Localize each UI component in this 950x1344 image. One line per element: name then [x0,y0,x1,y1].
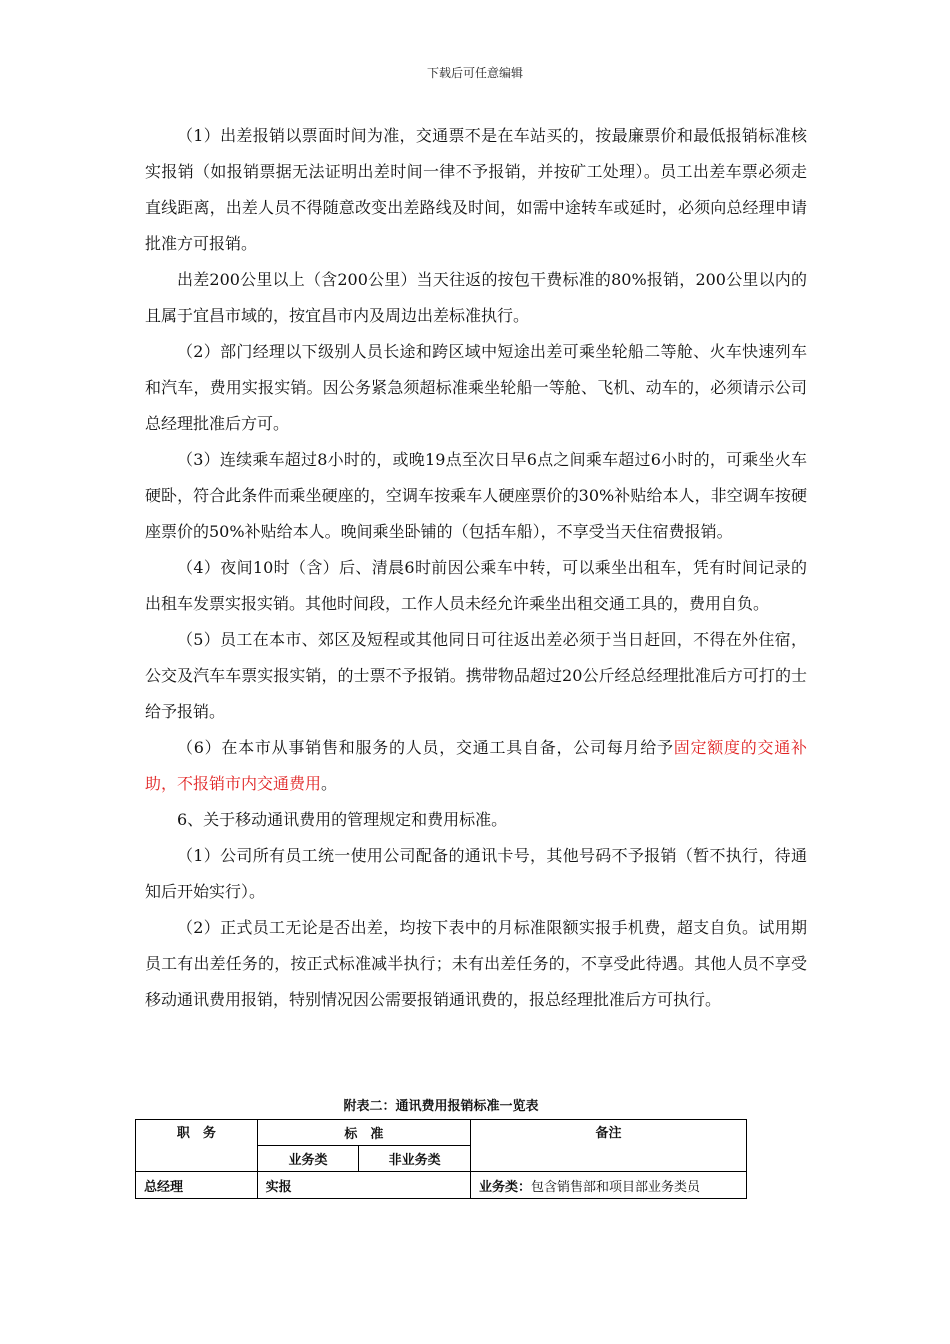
paragraph-transport-allowance [145,730,807,802]
table-row [136,1172,747,1199]
header-non-business: 非业务类 [359,1146,471,1172]
paragraph-200km: 出差200公里以上（含200公里）当天往返的按包干费标准的80%报销，200公里以内的且属于宜昌市域的，按宜昌市内及周边出差标准执行。 [145,270,807,325]
header-remark: 备注 [470,1120,746,1172]
paragraph-sim-card: （1）公司所有员工统一使用公司配备的通讯卡号，其他号码不予报销（暂不执行，待通知后开始实行）。 [145,846,807,901]
paragraph-phone-fee: （2）正式员工无论是否出差，均按下表中的月标准限额实报手机费，超支自负。试用期员工有出差任务的，按正式标准减半执行；未有出差任务的，不享受此待遇。其他人员不享受移动通讯费用报销，特别情况因公需要报销通讯费的，报总经理批准后方可执行。 [145,918,807,1009]
paragraph-taxi: （4）夜间10时（含）后、清晨6时前因公乘车中转，可以乘坐出租车，凭有时间记录的出租车发票实报实销。其他时间段，工作人员未经允许乘坐出租交通工具的，费用自负。 [145,558,807,613]
allowance-text: （6）在本市从事销售和服务的人员，交通工具自备，公司每月给予 [177,738,674,757]
page-header: 下载后可任意编辑 [426,66,523,80]
header-standard: 标 准 [257,1120,470,1146]
remark-text: 包含销售部和项目部业务类员 [531,1179,701,1195]
paragraph-local-trip: （5）员工在本市、郊区及短程或其他同日可往返出差必须于当日赶回，不得在外住宿，公交及汽车车票实报实销，的士票不予报销。携带物品超过20公斤经总经理批准后方可打的士给予报销。 [145,630,807,721]
header-position: 职 务 [136,1120,258,1172]
table-header-row [136,1120,747,1146]
communication-fee-table [135,1119,747,1199]
section-heading-mobile: 6、关于移动通讯费用的管理规定和费用标准。 [177,810,508,829]
paragraph-travel-ticket: （1）出差报销以票面时间为准，交通票不是在车站买的，按最廉票价和最低报销标准核实报销（如报销票据无法证明出差时间一律不予报销，并按矿工处理）。员工出差车票必须走直线距离，出差人员不得随意改变出差路线及时间，如需中途转车或延时，必须向总经理申请批准方可报销。 [145,126,807,253]
document-body [145,118,807,1018]
cell-remark [470,1172,746,1199]
header-business: 业务类 [257,1146,359,1172]
paragraph-transport-class: （2）部门经理以下级别人员长途和跨区域中短途出差可乘坐轮船二等舱、火车快速列车和汽车，费用实报实销。因公务紧急须超标准乘坐轮船一等舱、飞机、动车的，必须请示公司总经理批准后方可。 [145,342,807,433]
cell-standard: 实报 [257,1172,470,1199]
paragraph-sleeper: （3）连续乘车超过8小时的，或晚19点至次日早6点之间乘车超过6小时的，可乘坐火车硬卧，符合此条件而乘坐硬座的，空调车按乘车人硬座票价的30%补贴给本人，非空调车按硬座票价的50%补贴给本人。晚间乘坐卧铺的（包括车船），不享受当天住宿费报销。 [145,450,807,541]
table-title: 附表二：通讯费用报销标准一览表 [343,1099,539,1114]
allowance-end: 。 [321,774,338,793]
remark-label: 业务类： [478,1179,531,1195]
cell-position: 总经理 [136,1172,258,1199]
allowance-highlight: 固定额度的交通补助，不报销市内交通费用 [145,738,807,793]
